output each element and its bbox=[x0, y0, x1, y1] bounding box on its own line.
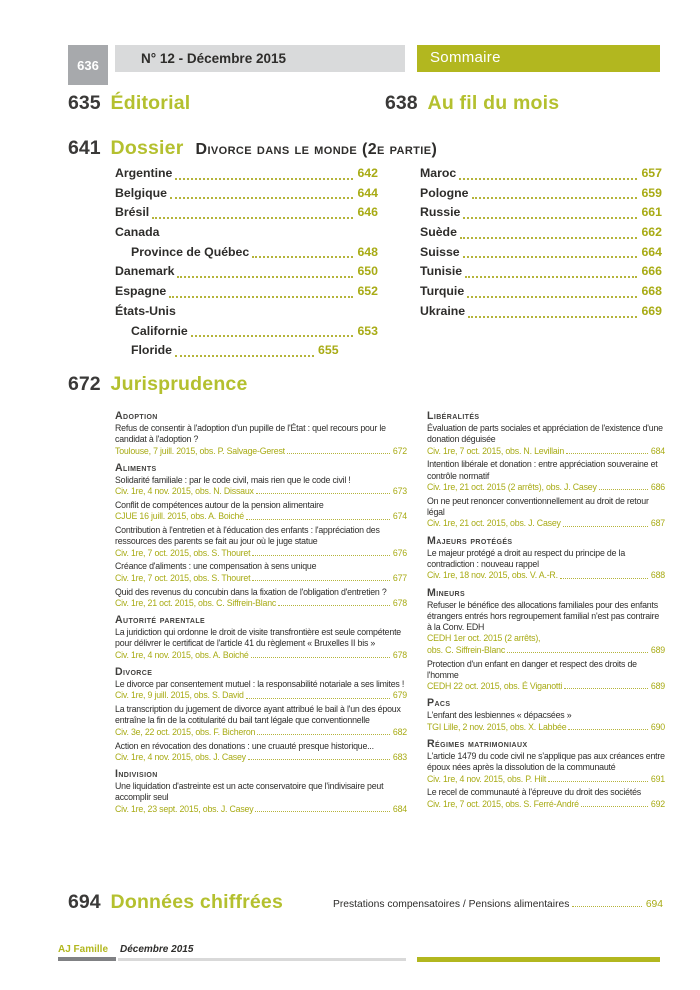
leader-dots bbox=[256, 493, 390, 494]
page-number: 689 bbox=[650, 681, 665, 692]
section-donnees-number: 694 bbox=[68, 891, 101, 913]
section-jurisprudence-title: Jurisprudence bbox=[110, 373, 248, 395]
entry-title: Le majeur protégé a droit au respect du principe de la contradiction : nouveau rappel bbox=[427, 547, 626, 569]
donnees-toc-row bbox=[333, 899, 663, 910]
citation-text: Civ. 1re, 4 nov. 2015, obs. A. Boiché bbox=[115, 649, 249, 660]
juris-entry bbox=[115, 741, 407, 764]
toc-row bbox=[420, 264, 662, 284]
page-number: 664 bbox=[641, 244, 662, 259]
section-dossier-subtitle: Divorce dans le monde (2e partie) bbox=[195, 141, 438, 158]
entry-citation bbox=[427, 645, 665, 656]
section-donnees-chiffrees bbox=[68, 891, 283, 914]
citation-text: Civ. 1re, 18 nov. 2015, obs. V. A.-R. bbox=[427, 570, 558, 581]
entry-title: Intention libérale et donation : entre appréciation souveraine et contrôle normatif bbox=[427, 459, 658, 481]
category-header: Régimes matrimoniaux bbox=[427, 738, 528, 751]
citation-text: Civ. 1re, 4 nov. 2015, obs. N. Dissaux bbox=[115, 486, 254, 497]
leader-dots bbox=[460, 237, 638, 239]
toc-label: Maroc bbox=[420, 166, 457, 180]
page-number: 659 bbox=[641, 185, 662, 200]
leader-dots bbox=[468, 316, 637, 318]
category-header: Libéralités bbox=[427, 410, 480, 422]
juris-entry bbox=[115, 561, 407, 584]
page-number: 687 bbox=[650, 518, 665, 529]
citation-text: CEDH 1er oct. 2015 (2 arrêts), bbox=[427, 633, 541, 644]
juris-entry bbox=[427, 600, 665, 656]
page-number: 692 bbox=[650, 798, 665, 809]
leader-dots bbox=[566, 453, 648, 454]
toc-row bbox=[115, 264, 378, 284]
entry-citation bbox=[115, 650, 407, 661]
page-number: 689 bbox=[650, 644, 665, 655]
citation-text: Civ. 1re, 23 sept. 2015, obs. J. Casey bbox=[115, 803, 254, 814]
entry-title: Une liquidation d'astreinte est un acte conservatoire que l'indivisaire peut accomplir seul bbox=[115, 781, 384, 803]
entry-title: Évaluation de parts sociales et appréciation de l'existence d'une donation déguisée bbox=[427, 423, 663, 445]
toc-row bbox=[115, 284, 378, 304]
leader-dots bbox=[248, 759, 390, 760]
toc-label: Argentine bbox=[115, 166, 173, 180]
leader-dots bbox=[169, 296, 353, 298]
leader-dots bbox=[581, 806, 648, 807]
citation-text: Civ. 1re, 9 juill. 2015, obs. S. David bbox=[115, 690, 244, 701]
category-header: Indivision bbox=[115, 768, 158, 781]
toc-label: Ukraine bbox=[420, 303, 466, 318]
page-number: 690 bbox=[650, 721, 665, 732]
leader-dots bbox=[175, 178, 353, 180]
section-au-fil-title: Au fil du mois bbox=[427, 92, 560, 114]
entry-citation bbox=[115, 548, 407, 559]
toc-label: États-Unis bbox=[115, 303, 176, 318]
leader-dots bbox=[568, 729, 647, 730]
entry-citation bbox=[427, 681, 665, 692]
toc-row bbox=[115, 304, 378, 324]
entry-citation bbox=[427, 633, 665, 644]
category-header: Adoption bbox=[115, 410, 158, 422]
entry-title: Le divorce par consentement mutuel : la responsabilité notariale a ses limites ! bbox=[115, 679, 405, 690]
citation-text: Civ. 1re, 7 oct. 2015, obs. S. Ferré-André bbox=[427, 798, 579, 809]
juris-entry bbox=[115, 627, 407, 661]
toc-label: Californie bbox=[131, 323, 188, 338]
dossier-toc bbox=[115, 166, 662, 363]
page-number: 684 bbox=[650, 445, 665, 456]
citation-text: Civ. 3e, 22 oct. 2015, obs. F. Bicheron bbox=[115, 726, 256, 737]
category-header: Pacs bbox=[427, 697, 451, 710]
page-number: 655 bbox=[318, 343, 339, 358]
section-editorial bbox=[68, 92, 190, 115]
issue-bar: N° 12 - Décembre 2015 bbox=[115, 45, 405, 72]
page-number: 688 bbox=[650, 570, 665, 581]
leader-dots bbox=[287, 453, 390, 454]
leader-dots bbox=[467, 296, 637, 298]
leader-dots bbox=[191, 335, 354, 337]
leader-dots bbox=[278, 605, 390, 606]
page-number: 646 bbox=[357, 205, 378, 220]
leader-dots bbox=[252, 580, 390, 581]
page-number-box: 636 bbox=[68, 45, 108, 85]
page-number: 668 bbox=[641, 284, 662, 299]
juris-entry bbox=[115, 423, 407, 457]
juris-entry bbox=[427, 423, 665, 457]
section-jurisprudence bbox=[68, 373, 248, 396]
juris-entry bbox=[115, 525, 407, 559]
entry-title: On ne peut renoncer conventionnellement au droit de retour légal bbox=[427, 495, 649, 518]
entry-title: La juridiction qui ordonne le droit de visite transfrontière est seule compétente pour délivrer le certificat de l'article 41 du règlement « Bruxelles II bis » bbox=[115, 627, 402, 649]
toc-label: Prestations compensatoires / Pensions alimentaires bbox=[333, 899, 570, 910]
page-number: 684 bbox=[392, 803, 407, 814]
entry-citation bbox=[427, 446, 665, 457]
page-number: 642 bbox=[357, 166, 378, 180]
page-number: 650 bbox=[357, 264, 378, 279]
citation-text: Civ. 1re, 21 oct. 2015, obs. C. Siffrein-Blanc bbox=[115, 597, 277, 608]
leader-dots bbox=[560, 578, 648, 579]
toc-label: Tunisie bbox=[420, 264, 463, 279]
toc-label: Suisse bbox=[420, 244, 460, 259]
leader-dots bbox=[246, 698, 390, 699]
footer-date: Décembre 2015 bbox=[120, 944, 194, 955]
leader-dots bbox=[251, 657, 390, 658]
entry-citation bbox=[115, 727, 407, 738]
page-number: 691 bbox=[650, 773, 665, 784]
juris-entry bbox=[427, 548, 665, 582]
page-number: 648 bbox=[357, 244, 378, 259]
page-number: 678 bbox=[392, 597, 407, 608]
entry-citation bbox=[427, 482, 665, 493]
page-number: 661 bbox=[641, 205, 662, 220]
page-number: 657 bbox=[641, 166, 662, 180]
entry-title: Conflit de compétences autour de la pension alimentaire bbox=[115, 499, 324, 510]
citation-text: TGI Lille, 2 nov. 2015, obs. X. Labbée bbox=[427, 721, 567, 732]
section-donnees-title: Données chiffrées bbox=[110, 891, 284, 913]
section-dossier bbox=[68, 137, 437, 160]
toc-row bbox=[115, 324, 378, 344]
page-number: 677 bbox=[392, 572, 407, 583]
entry-citation bbox=[427, 774, 665, 785]
toc-label: Suède bbox=[420, 225, 457, 240]
entry-title: L'enfant des lesbiennes « dépacsées » bbox=[427, 710, 572, 721]
citation-text: Civ. 1re, 7 oct. 2015, obs. N. Levillain bbox=[427, 445, 565, 456]
entry-title: Protection d'un enfant en danger et respect des droits de l'homme bbox=[427, 658, 637, 680]
entry-citation bbox=[115, 486, 407, 497]
juris-entry bbox=[427, 459, 665, 493]
citation-text: obs. C. Siffrein-Blanc bbox=[427, 644, 506, 655]
entry-citation bbox=[427, 518, 665, 529]
dossier-col-left bbox=[115, 166, 378, 363]
toc-label: Province de Québec bbox=[131, 244, 250, 259]
page-number: 682 bbox=[392, 726, 407, 737]
juris-entry bbox=[115, 500, 407, 523]
citation-text: CEDH 22 oct. 2015, obs. É Viganotti bbox=[427, 681, 563, 692]
toc-label: Canada bbox=[115, 225, 160, 240]
entry-title: L'article 1479 du code civil ne s'applique pas aux créances entre époux nées après la dissolution de la communauté bbox=[427, 751, 665, 773]
toc-row bbox=[115, 225, 378, 245]
entry-citation bbox=[427, 570, 665, 581]
leader-dots bbox=[572, 906, 641, 907]
toc-row bbox=[115, 245, 378, 265]
toc-row bbox=[115, 186, 378, 206]
toc-row bbox=[420, 225, 662, 245]
category-header: Autorité parentale bbox=[115, 614, 206, 627]
toc-label: Danemark bbox=[115, 264, 175, 279]
page-number: 669 bbox=[641, 303, 662, 318]
page-number: 683 bbox=[392, 751, 407, 762]
leader-dots bbox=[459, 178, 637, 180]
entry-title: Contribution à l'entretien et à l'éducation des enfants : l'appréciation des ressources des parents se fait au jour où le juge statue bbox=[115, 525, 380, 547]
juris-entry bbox=[427, 751, 665, 785]
leader-dots bbox=[548, 781, 648, 782]
leader-dots bbox=[472, 197, 638, 199]
toc-row bbox=[115, 343, 339, 363]
leader-dots bbox=[465, 276, 637, 278]
dossier-col-right bbox=[420, 166, 662, 363]
leader-dots bbox=[252, 256, 353, 258]
entry-citation bbox=[427, 799, 665, 810]
category-header: Aliments bbox=[115, 461, 157, 474]
leader-dots bbox=[246, 519, 390, 520]
page-number: 686 bbox=[650, 481, 665, 492]
citation-text: Civ. 1re, 7 oct. 2015, obs. S. Thouret bbox=[115, 547, 251, 558]
page-number: 672 bbox=[392, 445, 407, 456]
leader-dots bbox=[599, 489, 648, 490]
jurisprudence-toc bbox=[115, 410, 665, 818]
juris-entry bbox=[427, 496, 665, 530]
section-au-fil-du-mois bbox=[385, 92, 559, 115]
category-header: Mineurs bbox=[427, 586, 466, 599]
page-number: 673 bbox=[392, 486, 407, 497]
toc-row bbox=[420, 284, 662, 304]
entry-citation bbox=[115, 573, 407, 584]
section-au-fil-number: 638 bbox=[385, 92, 418, 114]
toc-row bbox=[115, 205, 378, 225]
page-number: 662 bbox=[641, 225, 662, 240]
toc-label: Brésil bbox=[115, 205, 150, 220]
leader-dots bbox=[463, 256, 638, 258]
leader-dots bbox=[255, 811, 389, 812]
toc-row bbox=[420, 205, 662, 225]
juris-entry bbox=[115, 587, 407, 610]
entry-citation bbox=[115, 690, 407, 701]
page-number: 676 bbox=[392, 547, 407, 558]
leader-dots bbox=[507, 652, 648, 653]
page-number: 694 bbox=[645, 899, 663, 910]
entry-title: Le recel de communauté à l'épreuve du droit des sociétés bbox=[427, 787, 641, 798]
sommaire-bar: Sommaire bbox=[417, 45, 660, 72]
section-dossier-title: Dossier bbox=[110, 137, 184, 159]
juris-entry bbox=[115, 704, 407, 738]
section-jurisprudence-number: 672 bbox=[68, 373, 101, 395]
toc-label: Turquie bbox=[420, 284, 465, 299]
toc-label: Espagne bbox=[115, 284, 167, 299]
entry-citation bbox=[427, 722, 665, 733]
entry-citation bbox=[115, 511, 407, 522]
juris-col-left bbox=[115, 410, 407, 818]
leader-dots bbox=[463, 217, 637, 219]
page-number: 652 bbox=[357, 284, 378, 299]
toc-row bbox=[420, 245, 662, 265]
leader-dots bbox=[177, 276, 353, 278]
footer-brand-underline bbox=[58, 957, 116, 961]
entry-title: Refuser le bénéfice des allocations familiales pour des enfants étrangers entrés hors regroupement familial n'est pas contraire à la Conv. EDH bbox=[427, 599, 660, 633]
entry-citation bbox=[115, 446, 407, 457]
entry-citation bbox=[115, 804, 407, 815]
citation-text: Toulouse, 7 juill. 2015, obs. P. Salvage-Gerest bbox=[115, 445, 285, 456]
citation-text: Civ. 1re, 21 oct. 2015 (2 arrêts), obs. J. Casey bbox=[427, 481, 597, 492]
footer-brand: AJ Famille bbox=[58, 944, 109, 955]
juris-entry bbox=[427, 710, 665, 733]
page-number: 678 bbox=[392, 649, 407, 660]
toc-label: Russie bbox=[420, 205, 461, 220]
toc-label: Belgique bbox=[115, 185, 167, 200]
citation-text: Civ. 1re, 4 nov. 2015, obs. J. Casey bbox=[115, 751, 246, 762]
section-dossier-number: 641 bbox=[68, 137, 101, 159]
juris-entry bbox=[427, 659, 665, 693]
juris-entry bbox=[115, 679, 407, 702]
entry-title: Action en révocation des donations : une cruauté presque historique... bbox=[115, 740, 374, 751]
toc-label: Pologne bbox=[420, 185, 469, 200]
juris-entry bbox=[115, 475, 407, 498]
category-header: Majeurs protégés bbox=[427, 534, 513, 547]
entry-title: Refus de consentir à l'adoption d'un pupille de l'État : quel recours pour le candidat à l'adoption ? bbox=[115, 423, 386, 445]
leader-dots bbox=[152, 217, 353, 219]
footer-gray-rule bbox=[118, 958, 406, 961]
citation-text: Civ. 1re, 4 nov. 2015, obs. P. Hilt bbox=[427, 773, 547, 784]
entry-title: Solidarité familiale : par le code civil, mais rien que le code civil ! bbox=[115, 474, 351, 485]
citation-text: Civ. 1re, 21 oct. 2015, obs. J. Casey bbox=[427, 518, 561, 529]
leader-dots bbox=[563, 526, 648, 527]
toc-row bbox=[420, 304, 662, 324]
juris-col-right bbox=[427, 410, 665, 818]
leader-dots bbox=[252, 555, 390, 556]
leader-dots bbox=[257, 734, 390, 735]
entry-citation bbox=[115, 598, 407, 609]
leader-dots bbox=[170, 197, 354, 199]
category-header: Divorce bbox=[115, 666, 153, 679]
toc-row bbox=[420, 186, 662, 206]
entry-title: Créance d'aliments : une compensation à sens unique bbox=[115, 561, 317, 572]
page-number: 679 bbox=[392, 690, 407, 701]
toc-label: Floride bbox=[131, 343, 172, 358]
entry-citation bbox=[115, 752, 407, 763]
juris-entry bbox=[115, 781, 407, 815]
toc-row bbox=[420, 166, 662, 186]
page-number: 674 bbox=[392, 511, 407, 522]
entry-title: Quid des revenus du concubin dans la fixation de l'obligation d'entretien ? bbox=[115, 586, 387, 597]
leader-dots bbox=[564, 688, 648, 689]
entry-title: La transcription du jugement de divorce ayant attribué le bail à l'un des époux entraîne la fin de la cotitularité du bail tant légale que conventionnelle bbox=[115, 704, 401, 726]
footer-accent-rule bbox=[417, 957, 660, 962]
citation-text: Civ. 1re, 7 oct. 2015, obs. S. Thouret bbox=[115, 572, 251, 583]
page-number: 666 bbox=[641, 264, 662, 279]
section-editorial-number: 635 bbox=[68, 92, 101, 114]
leader-dots bbox=[175, 355, 314, 357]
page-number: 653 bbox=[357, 323, 378, 338]
citation-text: CJUE 16 juill. 2015, obs. A. Boiché bbox=[115, 511, 244, 522]
section-editorial-title: Éditorial bbox=[110, 92, 191, 114]
juris-entry bbox=[427, 787, 665, 810]
page-number: 644 bbox=[357, 185, 378, 200]
toc-row bbox=[115, 166, 378, 186]
